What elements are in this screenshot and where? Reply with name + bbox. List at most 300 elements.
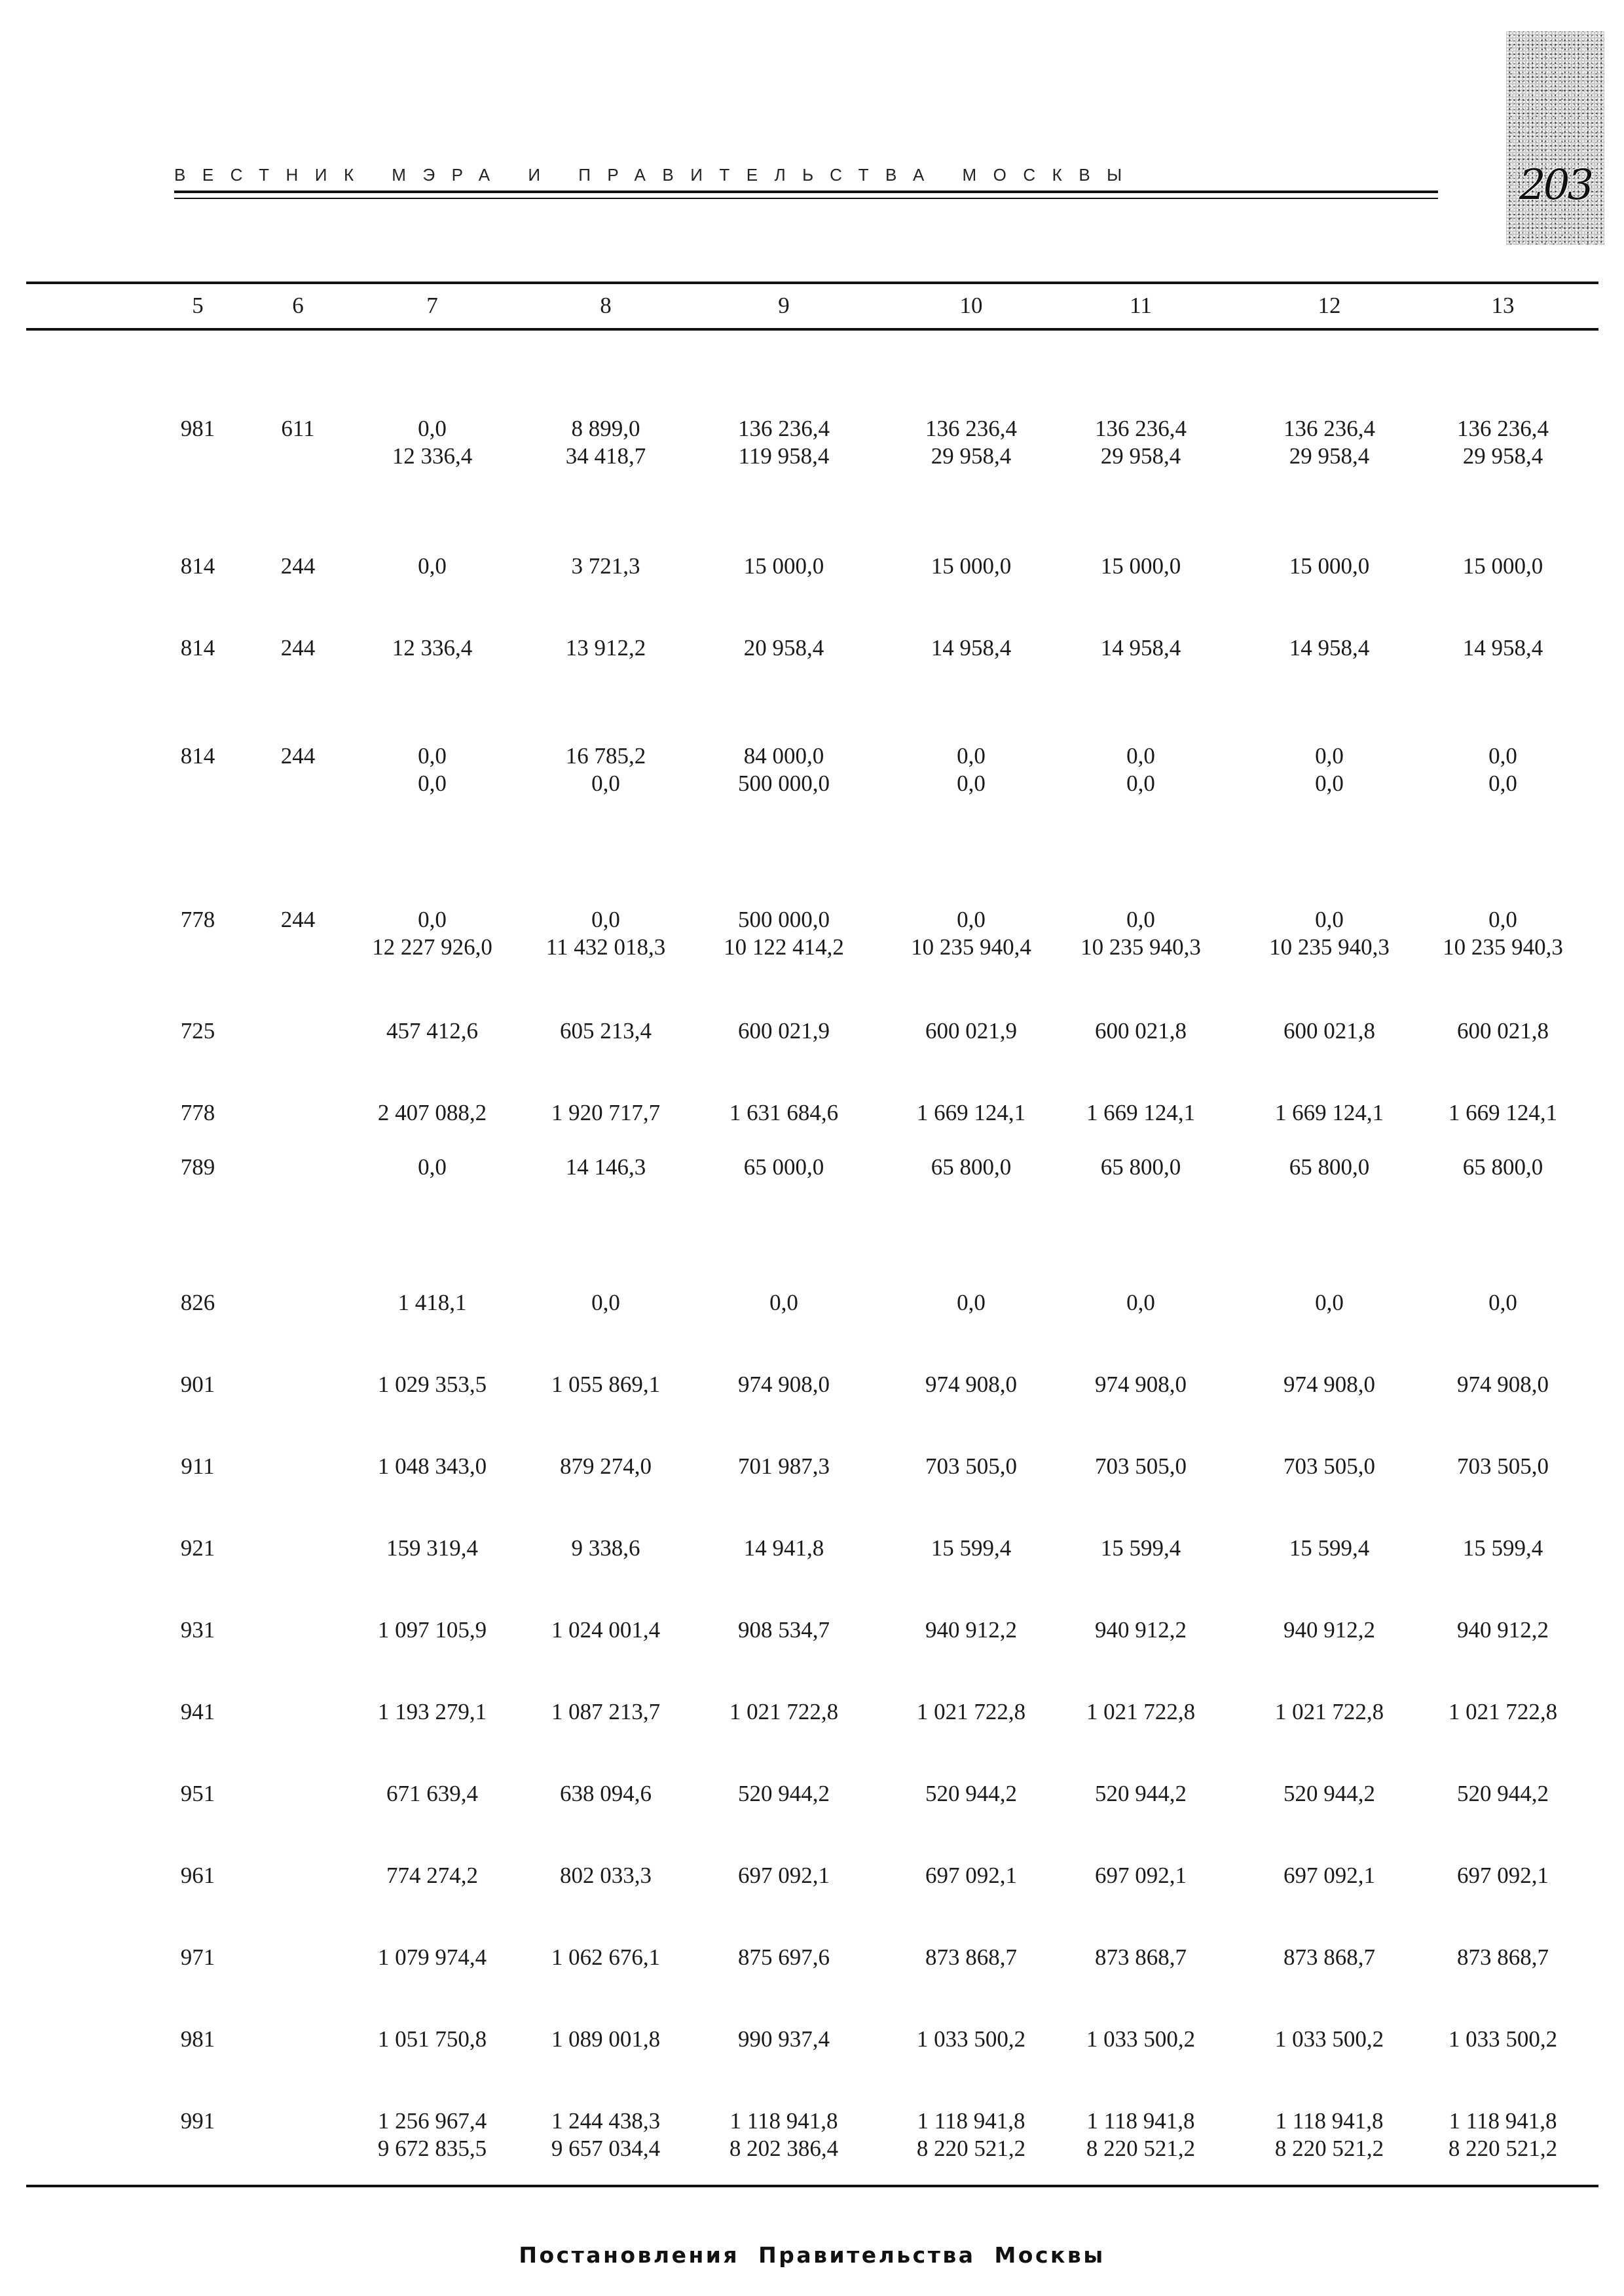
table-cell — [1418, 1289, 1588, 1317]
cell-value: 520 944,2 — [738, 1781, 830, 1806]
cell-value: 802 033,3 — [560, 1863, 652, 1888]
cell-value: 14 958,4 — [931, 635, 1012, 661]
cell-value: 1 021 722,8 — [729, 1699, 839, 1724]
cell-value: 16 785,2 — [565, 743, 646, 769]
table-cell — [1244, 1535, 1414, 1562]
cell-value: 0,0 — [1315, 743, 1344, 769]
cell-value: 774 274,2 — [386, 1863, 478, 1888]
table-cell — [347, 553, 517, 580]
table-cell — [347, 1099, 517, 1127]
table-cell — [1244, 1017, 1414, 1045]
table-cell — [521, 1017, 691, 1045]
cell-value: 611 — [281, 416, 315, 441]
table-cell — [699, 1780, 869, 1808]
cell-value: 1 033 500,2 — [1086, 2026, 1196, 2052]
table-cell — [1056, 1289, 1226, 1317]
table-cell — [347, 1453, 517, 1480]
cell-value: 600 021,9 — [925, 1018, 1017, 1044]
cell-value: 991 — [180, 2108, 215, 2134]
table-cell — [347, 1862, 517, 1889]
cell-value: 0,0 — [1126, 907, 1155, 932]
table-cell — [521, 1099, 691, 1127]
table-cell — [1418, 1616, 1588, 1644]
cell-value: 500 000,0 — [738, 907, 830, 932]
column-header: 12 — [1318, 293, 1341, 318]
cell-value: 940 912,2 — [1457, 1617, 1549, 1643]
page-number: 203 — [1519, 161, 1592, 210]
cell-value: 605 213,4 — [560, 1018, 652, 1044]
table-cell — [113, 1453, 283, 1480]
table-cell — [699, 415, 869, 470]
cell-value: 15 000,0 — [931, 553, 1012, 579]
column-header: 10 — [959, 293, 983, 318]
table-cell — [1418, 1698, 1588, 1726]
cell-value: 65 000,0 — [743, 1154, 824, 1180]
table-cell — [1244, 415, 1414, 470]
table-cell — [521, 1154, 691, 1181]
cell-value: 901 — [180, 1372, 215, 1397]
table-cell — [113, 1944, 283, 1971]
table-cell — [521, 906, 691, 961]
cell-value: 520 944,2 — [1095, 1781, 1187, 1806]
cell-value: 0,0 — [957, 743, 986, 769]
table-cell — [113, 1289, 283, 1317]
table-cell — [347, 1017, 517, 1045]
cell-value: 1 118 941,8 — [1275, 2108, 1384, 2134]
cell-value: 10 235 940,3 — [1443, 934, 1563, 960]
cell-value: 600 021,8 — [1095, 1018, 1187, 1044]
cell-value: 701 987,3 — [738, 1453, 830, 1479]
table-cell — [1418, 906, 1588, 961]
cell-value: 10 235 940,3 — [1080, 934, 1201, 960]
cell-value: 974 908,0 — [925, 1372, 1017, 1397]
table-cell — [521, 2107, 691, 2162]
cell-value: 244 — [280, 907, 316, 932]
cell-value: 65 800,0 — [1289, 1154, 1370, 1180]
cell-value: 778 — [180, 907, 215, 932]
table-cell — [699, 1862, 869, 1889]
cell-value: 13 912,2 — [565, 635, 646, 661]
table-cell — [886, 1535, 1056, 1562]
table-cell — [347, 415, 517, 470]
table-cell — [521, 634, 691, 662]
cell-value: 0,0 — [1315, 907, 1344, 932]
cell-value: 1 256 967,4 — [377, 2108, 487, 2134]
cell-value: 1 669 124,1 — [1086, 1100, 1196, 1125]
table-cell — [1418, 1099, 1588, 1127]
journal-header-title: ВЕСТНИК МЭРА И ПРАВИТЕЛЬСТВА МОСКВЫ — [174, 165, 1139, 185]
cell-value: 873 868,7 — [1283, 1944, 1375, 1970]
cell-value: 1 021 722,8 — [1274, 1699, 1384, 1724]
cell-value: 961 — [180, 1863, 215, 1888]
table-cell — [699, 553, 869, 580]
table-cell — [1244, 906, 1414, 961]
cell-value: 0,0 — [418, 743, 447, 769]
table-cell — [113, 1780, 283, 1808]
table-cell — [347, 2107, 517, 2162]
cell-value: 8 220 521,2 — [1274, 2136, 1384, 2161]
table-cell — [1418, 1453, 1588, 1480]
table-cell — [1244, 2026, 1414, 2053]
cell-value: 1 062 676,1 — [551, 1944, 661, 1970]
cell-value: 1 087 213,7 — [551, 1699, 661, 1724]
table-cell — [699, 1289, 869, 1317]
table-cell — [699, 2107, 869, 2162]
cell-value: 12 336,4 — [392, 635, 473, 661]
table-cell — [1418, 1535, 1588, 1562]
table-cell — [886, 1453, 1056, 1480]
cell-value: 981 — [180, 2026, 215, 2052]
cell-value: 879 274,0 — [560, 1453, 652, 1479]
cell-value: 697 092,1 — [1095, 1863, 1187, 1888]
cell-value: 981 — [180, 416, 215, 441]
cell-value: 703 505,0 — [1457, 1453, 1549, 1479]
cell-value: 725 — [180, 1018, 215, 1044]
table-cell — [1244, 742, 1414, 797]
cell-value: 65 800,0 — [1100, 1154, 1181, 1180]
cell-value: 1 029 353,5 — [377, 1372, 487, 1397]
cell-value: 1 244 438,3 — [551, 2108, 661, 2134]
cell-value: 974 908,0 — [738, 1372, 830, 1397]
cell-value: 15 000,0 — [743, 553, 824, 579]
cell-value: 0,0 — [1488, 771, 1517, 796]
page-number-box — [1506, 31, 1604, 245]
table-cell — [699, 1371, 869, 1398]
table-cell — [521, 1698, 691, 1726]
cell-value: 0,0 — [1126, 1290, 1155, 1315]
table-cell — [1418, 1780, 1588, 1808]
table-cell — [113, 2026, 283, 2053]
cell-value: 873 868,7 — [1457, 1944, 1549, 1970]
table-header-rule — [26, 328, 1598, 331]
table-cell — [347, 1698, 517, 1726]
column-header: 5 — [192, 293, 204, 318]
table-cell — [1056, 634, 1226, 662]
cell-value: 29 958,4 — [1289, 443, 1370, 469]
cell-value: 814 — [180, 635, 215, 661]
table-cell — [1418, 1371, 1588, 1398]
cell-value: 789 — [180, 1154, 215, 1180]
table-cell — [699, 742, 869, 797]
cell-value: 697 092,1 — [1457, 1863, 1549, 1888]
table-cell — [1244, 2107, 1414, 2162]
table-cell — [521, 553, 691, 580]
cell-value: 20 958,4 — [743, 635, 824, 661]
cell-value: 14 941,8 — [743, 1535, 824, 1561]
table-cell — [1056, 1017, 1226, 1045]
cell-value: 15 599,4 — [1100, 1535, 1181, 1561]
cell-value: 500 000,0 — [738, 771, 830, 796]
cell-value: 0,0 — [591, 771, 620, 796]
table-cell — [521, 1371, 691, 1398]
cell-value: 951 — [180, 1781, 215, 1806]
table-cell — [886, 415, 1056, 470]
table-cell — [886, 1862, 1056, 1889]
cell-value: 15 599,4 — [1289, 1535, 1370, 1561]
cell-value: 0,0 — [591, 907, 620, 932]
cell-value: 873 868,7 — [925, 1944, 1017, 1970]
cell-value: 1 418,1 — [397, 1290, 467, 1315]
table-cell — [113, 1099, 283, 1127]
cell-value: 2 407 088,2 — [377, 1100, 487, 1125]
cell-value: 15 599,4 — [1462, 1535, 1543, 1561]
cell-value: 1 033 500,2 — [1448, 2026, 1558, 2052]
table-cell — [1056, 1535, 1226, 1562]
table-cell — [699, 1154, 869, 1181]
table-cell — [1244, 1698, 1414, 1726]
table-cell — [1418, 415, 1588, 470]
table-cell — [1244, 1289, 1414, 1317]
cell-value: 1 021 722,8 — [916, 1699, 1026, 1724]
table-cell — [1056, 2107, 1226, 2162]
table-cell — [1418, 1862, 1588, 1889]
cell-value: 703 505,0 — [925, 1453, 1017, 1479]
cell-value: 0,0 — [418, 907, 447, 932]
table-cell — [347, 1780, 517, 1808]
table-cell — [1056, 2026, 1226, 2053]
table-cell — [1418, 1154, 1588, 1181]
table-cell — [699, 1017, 869, 1045]
table-cell — [886, 1698, 1056, 1726]
cell-value: 940 912,2 — [1283, 1617, 1375, 1643]
cell-value: 8 220 521,2 — [916, 2136, 1026, 2161]
cell-value: 136 236,4 — [1457, 416, 1549, 441]
table-cell — [347, 634, 517, 662]
column-header: 13 — [1491, 293, 1515, 318]
cell-value: 15 000,0 — [1462, 553, 1543, 579]
cell-value: 244 — [280, 635, 316, 661]
cell-value: 136 236,4 — [1095, 416, 1187, 441]
table-cell — [1056, 1154, 1226, 1181]
table-cell — [886, 553, 1056, 580]
table-cell — [113, 1535, 283, 1562]
cell-value: 0,0 — [418, 771, 447, 796]
cell-value: 600 021,9 — [738, 1018, 830, 1044]
cell-value: 1 097 105,9 — [377, 1617, 487, 1643]
table-cell — [113, 1371, 283, 1398]
cell-value: 244 — [280, 553, 316, 579]
column-header: 8 — [600, 293, 612, 318]
cell-value: 911 — [181, 1453, 215, 1479]
table-cell — [1056, 415, 1226, 470]
cell-value: 990 937,4 — [738, 2026, 830, 2052]
column-header: 9 — [778, 293, 790, 318]
table-cell — [699, 1698, 869, 1726]
table-cell — [886, 2107, 1056, 2162]
cell-value: 0,0 — [418, 1154, 447, 1180]
table-cell — [886, 1099, 1056, 1127]
cell-value: 11 432 018,3 — [545, 934, 666, 960]
cell-value: 1 920 717,7 — [551, 1100, 661, 1125]
cell-value: 0,0 — [957, 1290, 986, 1315]
table-cell — [1244, 634, 1414, 662]
table-cell — [1418, 1017, 1588, 1045]
cell-value: 697 092,1 — [1283, 1863, 1375, 1888]
cell-value: 0,0 — [418, 416, 447, 441]
table-cell — [347, 1616, 517, 1644]
table-cell — [113, 1862, 283, 1889]
table-cell — [886, 1616, 1056, 1644]
table-cell — [521, 1616, 691, 1644]
cell-value: 9 672 835,5 — [377, 2136, 487, 2161]
table-cell — [886, 1289, 1056, 1317]
table-cell — [1244, 1099, 1414, 1127]
cell-value: 8 202 386,4 — [729, 2136, 839, 2161]
table-cell — [521, 1289, 691, 1317]
table-cell — [521, 1944, 691, 1971]
table-cell — [113, 1698, 283, 1726]
cell-value: 0,0 — [1315, 771, 1344, 796]
table-cell — [699, 1535, 869, 1562]
table-cell — [699, 634, 869, 662]
table-cell — [1418, 2026, 1588, 2053]
cell-value: 10 235 940,4 — [911, 934, 1031, 960]
cell-value: 8 220 521,2 — [1086, 2136, 1196, 2161]
cell-value: 34 418,7 — [565, 443, 646, 469]
table-cell — [347, 1154, 517, 1181]
cell-value: 15 000,0 — [1289, 553, 1370, 579]
cell-value: 29 958,4 — [1462, 443, 1543, 469]
cell-value: 14 146,3 — [565, 1154, 646, 1180]
cell-value: 814 — [180, 553, 215, 579]
table-cell — [113, 1616, 283, 1644]
table-cell — [1056, 1698, 1226, 1726]
table-cell — [521, 1453, 691, 1480]
table-cell — [521, 415, 691, 470]
cell-value: 1 669 124,1 — [916, 1100, 1026, 1125]
cell-value: 826 — [180, 1290, 215, 1315]
table-cell — [113, 1154, 283, 1181]
table-cell — [699, 2026, 869, 2053]
cell-value: 1 193 279,1 — [377, 1699, 487, 1724]
cell-value: 908 534,7 — [738, 1617, 830, 1643]
table-cell — [699, 906, 869, 961]
table-cell — [1244, 1616, 1414, 1644]
cell-value: 457 412,6 — [386, 1018, 478, 1044]
cell-value: 8 899,0 — [571, 416, 640, 441]
table-cell — [1244, 1944, 1414, 1971]
table-cell — [1418, 553, 1588, 580]
cell-value: 15 000,0 — [1100, 553, 1181, 579]
cell-value: 9 657 034,4 — [551, 2136, 661, 2161]
header-rule-thick — [174, 191, 1438, 193]
table-top-rule — [26, 282, 1598, 284]
table-cell — [1418, 2107, 1588, 2162]
table-cell — [1244, 1371, 1414, 1398]
cell-value: 974 908,0 — [1283, 1372, 1375, 1397]
cell-value: 778 — [180, 1100, 215, 1125]
cell-value: 974 908,0 — [1457, 1372, 1549, 1397]
column-header: 7 — [426, 293, 438, 318]
cell-value: 940 912,2 — [925, 1617, 1017, 1643]
cell-value: 697 092,1 — [925, 1863, 1017, 1888]
cell-value: 703 505,0 — [1095, 1453, 1187, 1479]
cell-value: 10 235 940,3 — [1269, 934, 1390, 960]
cell-value: 9 338,6 — [571, 1535, 640, 1561]
cell-value: 8 220 521,2 — [1448, 2136, 1558, 2161]
cell-value: 29 958,4 — [931, 443, 1012, 469]
table-cell — [521, 1535, 691, 1562]
table-cell — [1418, 742, 1588, 797]
table-cell — [347, 906, 517, 961]
cell-value: 0,0 — [1488, 907, 1517, 932]
cell-value: 0,0 — [1488, 1290, 1517, 1315]
table-cell — [521, 742, 691, 797]
table-cell — [113, 1017, 283, 1045]
table-cell — [886, 634, 1056, 662]
cell-value: 520 944,2 — [1283, 1781, 1375, 1806]
cell-value: 65 800,0 — [1462, 1154, 1543, 1180]
column-header: 6 — [292, 293, 304, 318]
cell-value: 697 092,1 — [738, 1863, 830, 1888]
table-cell — [886, 1017, 1056, 1045]
table-cell — [347, 2026, 517, 2053]
cell-value: 14 958,4 — [1289, 635, 1370, 661]
cell-value: 136 236,4 — [925, 416, 1017, 441]
cell-value: 14 958,4 — [1462, 635, 1543, 661]
cell-value: 1 669 124,1 — [1448, 1100, 1558, 1125]
cell-value: 873 868,7 — [1095, 1944, 1187, 1970]
table-cell — [1056, 1371, 1226, 1398]
table-bottom-rule — [26, 2185, 1598, 2187]
cell-value: 1 021 722,8 — [1448, 1699, 1558, 1724]
cell-value: 136 236,4 — [738, 416, 830, 441]
cell-value: 0,0 — [1488, 743, 1517, 769]
table-cell — [1056, 1780, 1226, 1808]
table-cell — [1056, 1453, 1226, 1480]
cell-value: 971 — [180, 1944, 215, 1970]
cell-value: 1 118 941,8 — [1449, 2108, 1557, 2134]
table-cell — [1418, 634, 1588, 662]
cell-value: 1 118 941,8 — [917, 2108, 1025, 2134]
table-cell — [1244, 553, 1414, 580]
table-cell — [1056, 1862, 1226, 1889]
cell-value: 0,0 — [418, 553, 447, 579]
table-cell — [1056, 553, 1226, 580]
table-cell — [699, 1099, 869, 1127]
cell-value: 974 908,0 — [1095, 1372, 1187, 1397]
table-cell — [347, 1371, 517, 1398]
cell-value: 0,0 — [1126, 771, 1155, 796]
header-rule-thin — [174, 198, 1438, 199]
table-cell — [347, 1289, 517, 1317]
cell-value: 1 048 343,0 — [377, 1453, 487, 1479]
cell-value: 600 021,8 — [1457, 1018, 1549, 1044]
table-cell — [347, 1944, 517, 1971]
table-cell — [521, 2026, 691, 2053]
table-cell — [347, 1535, 517, 1562]
table-cell — [1056, 906, 1226, 961]
cell-value: 12 227 926,0 — [372, 934, 492, 960]
cell-value: 814 — [180, 743, 215, 769]
cell-value: 0,0 — [769, 1290, 798, 1315]
cell-value: 0,0 — [957, 771, 986, 796]
table-cell — [1244, 1453, 1414, 1480]
cell-value: 0,0 — [957, 907, 986, 932]
cell-value: 136 236,4 — [1283, 416, 1375, 441]
cell-value: 0,0 — [1315, 1290, 1344, 1315]
table-cell — [1418, 1944, 1588, 1971]
cell-value: 1 033 500,2 — [1274, 2026, 1384, 2052]
table-cell — [886, 742, 1056, 797]
cell-value: 1 033 500,2 — [916, 2026, 1026, 2052]
cell-value: 1 669 124,1 — [1274, 1100, 1384, 1125]
table-cell — [521, 1862, 691, 1889]
cell-value: 921 — [180, 1535, 215, 1561]
cell-value: 29 958,4 — [1100, 443, 1181, 469]
table-cell — [699, 1944, 869, 1971]
table-cell — [699, 1453, 869, 1480]
